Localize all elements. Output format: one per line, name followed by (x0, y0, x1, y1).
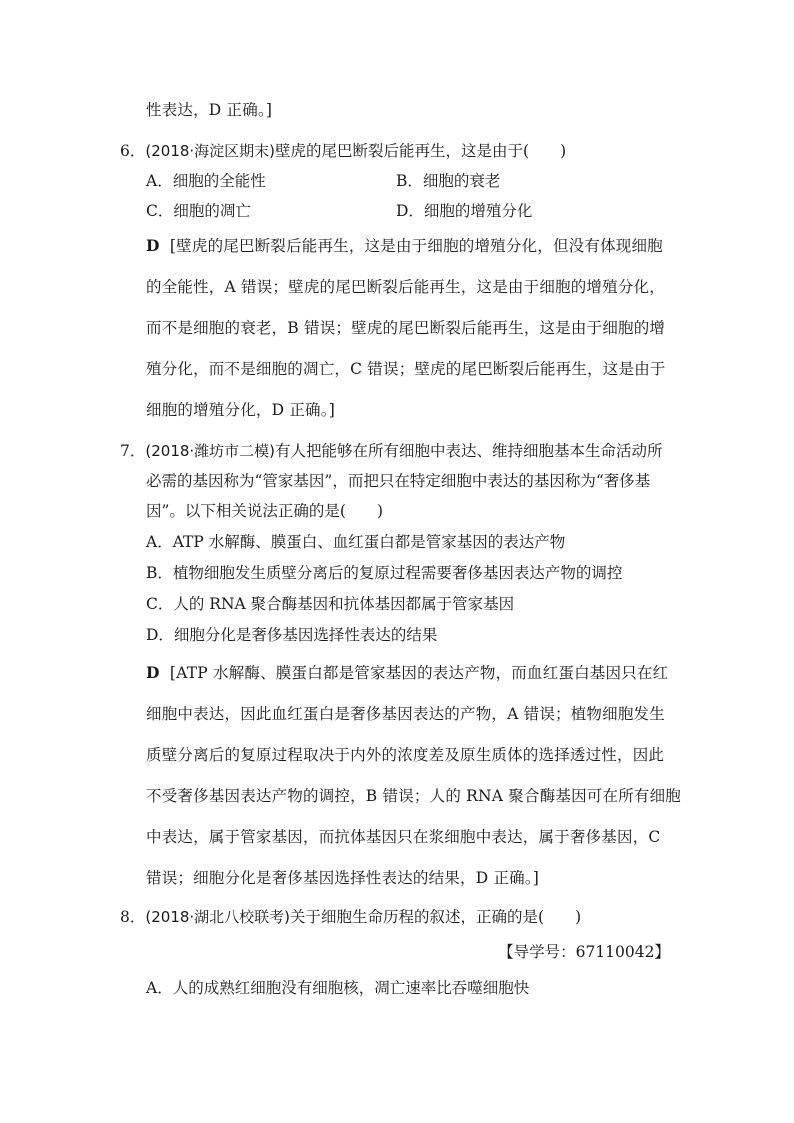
question-8 (120, 907, 581, 927)
explanation-text: [ATP 水解酶、膜蛋白都是管家基因的表达产物，而血红蛋白基因只在红 (169, 664, 669, 682)
question-6-source: (2018·海淀区期末) (145, 142, 276, 160)
question-7-explanation-line: 中表达，属于管家基因，而抗体基因只在浆细胞中表达，属于奢侈基因，C (146, 828, 661, 846)
question-7 (120, 441, 663, 461)
question-6 (120, 141, 566, 161)
question-7-stem-line: 必需的基因称为“管家基因”，而把只在特定细胞中表达的基因称为“奢侈基 (146, 472, 651, 490)
q5-explanation-tail: 性表达，D 正确。] (146, 101, 273, 119)
question-6-option-c: C．细胞的凋亡 (146, 202, 251, 220)
question-7-explanation-line: 质壁分离后的复原过程取决于内外的浓度差及原生质体的选择透过性，因此 (146, 746, 665, 764)
question-7-number: 7． (120, 442, 146, 460)
question-7-option-a: A．ATP 水解酶、膜蛋白、血红蛋白都是管家基因的表达产物 (146, 533, 566, 551)
question-6-option-d: D．细胞的增殖分化 (396, 202, 533, 220)
question-6-explanation-line (146, 236, 663, 256)
question-7-option-b: B．植物细胞发生质壁分离后的复原过程需要奢侈基因表达产物的调控 (146, 564, 623, 582)
question-6-explanation-line: 殖分化，而不是细胞的凋亡，C 错误；壁虎的尾巴断裂后能再生，这是由于 (146, 360, 666, 378)
question-7-stem-line: 因”。以下相关说法正确的是( ) (146, 502, 384, 520)
question-8-number: 8． (120, 908, 146, 926)
question-7-explanation-line: 错误；细胞分化是奢侈基因选择性表达的结果，D 正确。] (146, 869, 540, 887)
question-7-source: (2018·潍坊市二模) (145, 442, 276, 460)
question-7-explanation-line: 细胞中表达，因此血红蛋白是奢侈基因表达的产物，A 错误；植物细胞发生 (146, 705, 665, 723)
question-6-number: 6． (120, 142, 146, 160)
question-6-explanation-line: 细胞的增殖分化，D 正确。] (146, 401, 335, 419)
question-8-source: (2018·湖北八校联考) (145, 908, 291, 926)
question-6-stem: 壁虎的尾巴断裂后能再生，这是由于( ) (275, 142, 567, 160)
question-7-stem: 有人把能够在所有细胞中表达、维持细胞基本生命活动所 (275, 442, 663, 460)
question-6-explanation-line: 而不是细胞的衰老，B 错误；壁虎的尾巴断裂后能再生，这是由于细胞的增 (146, 319, 666, 337)
question-7-option-d: D．细胞分化是奢侈基因选择性表达的结果 (146, 626, 438, 644)
question-7-explanation-line (146, 663, 668, 683)
question-8-option-a: A．人的成熟红细胞没有细胞核，凋亡速率比吞噬细胞快 (146, 979, 530, 997)
question-6-option-a: A．细胞的全能性 (146, 172, 266, 190)
question-6-option-b: B．细胞的衰老 (396, 172, 501, 190)
explanation-text: [壁虎的尾巴断裂后能再生，这是由于细胞的增殖分化，但没有体现细胞 (169, 237, 663, 255)
question-6-answer-key: D (146, 236, 160, 255)
question-7-option-c: C．人的 RNA 聚合酶基因和抗体基因都属于管家基因 (146, 595, 515, 613)
question-7-answer-key: D (146, 663, 160, 682)
question-7-explanation-line: 不受奢侈基因表达产物的调控，B 错误；人的 RNA 聚合酶基因可在所有细胞 (146, 787, 682, 805)
question-8-stem: 关于细胞生命历程的叙述，正确的是( ) (290, 908, 582, 926)
question-6-explanation-line: 的全能性，A 错误；壁虎的尾巴断裂后能再生，这是由于细胞的增殖分化， (146, 278, 665, 296)
guide-number: 【导学号：67110042】 (498, 943, 670, 961)
